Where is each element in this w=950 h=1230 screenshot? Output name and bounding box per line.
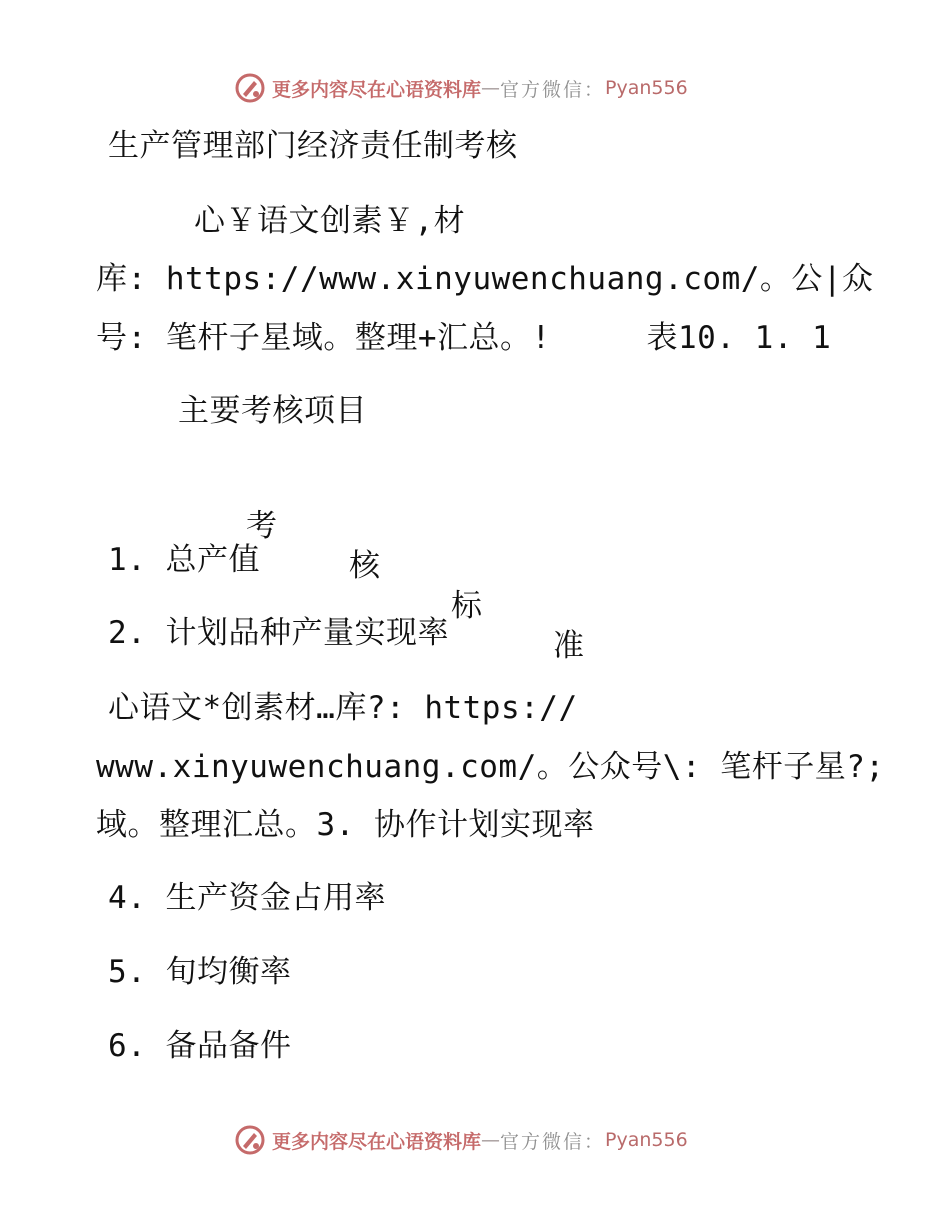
watermark-brand: 更多内容尽在心语资料库 bbox=[272, 78, 482, 101]
header-watermark bbox=[234, 72, 688, 104]
list-item: 5. 旬均衡率 bbox=[108, 954, 292, 990]
watermark-separator: — bbox=[481, 77, 501, 99]
text-line-9: www.xinyuwenchuang.com/。公众号\: 笔杆子星?; bbox=[96, 749, 885, 785]
logo-icon bbox=[234, 72, 266, 104]
watermark-label: 官方微信： bbox=[500, 78, 606, 101]
section-heading: 主要考核项目 bbox=[178, 393, 367, 429]
watermark-label: 官方微信： bbox=[500, 1130, 606, 1153]
text-line-8: 心语文*创素材…库?: https:// bbox=[108, 690, 578, 726]
footer-watermark bbox=[234, 1124, 688, 1156]
watermark-handle: Pyan556 bbox=[605, 1129, 688, 1151]
text-line-3: 号: 笔杆子星域。整理+汇总。! 表10. 1. 1 bbox=[96, 320, 832, 356]
standard-header-char: 考 bbox=[246, 508, 277, 544]
list-item: 2. 计划品种产量实现率 bbox=[108, 615, 449, 651]
list-item: 1. 总产值 bbox=[108, 542, 260, 578]
standard-header-char: 准 bbox=[553, 628, 584, 664]
text-line-1: 心￥语文创素￥,材 bbox=[194, 203, 466, 239]
list-item: 6. 备品备件 bbox=[108, 1028, 292, 1064]
text-line-2: 库: https://www.xinyuwenchuang.com/。公|众 bbox=[96, 261, 874, 297]
document-title: 生产管理部门经济责任制考核 bbox=[108, 128, 518, 164]
logo-icon bbox=[234, 1124, 266, 1156]
standard-header-char: 标 bbox=[451, 588, 482, 624]
watermark-separator: — bbox=[481, 1129, 501, 1151]
standard-header-char: 核 bbox=[349, 548, 380, 584]
watermark-handle: Pyan556 bbox=[605, 77, 688, 99]
list-item: 域。整理汇总。3. 协作计划实现率 bbox=[96, 807, 595, 843]
watermark-brand: 更多内容尽在心语资料库 bbox=[272, 1130, 482, 1153]
list-item: 4. 生产资金占用率 bbox=[108, 880, 386, 916]
